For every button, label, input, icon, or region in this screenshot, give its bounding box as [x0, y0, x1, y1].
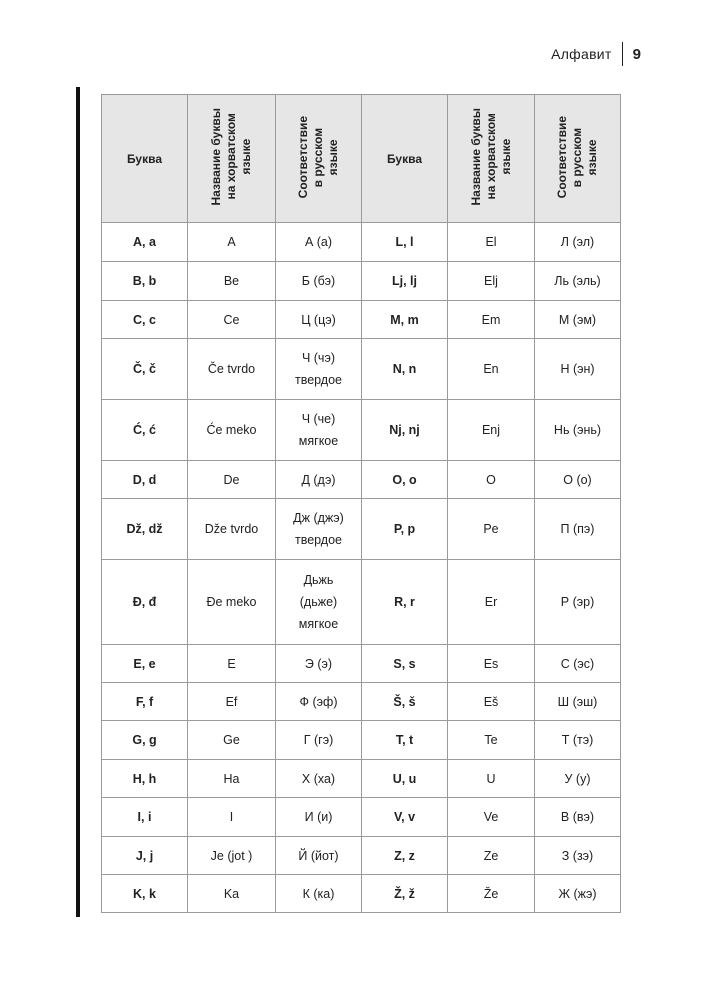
letter-cell: V, v: [362, 798, 448, 837]
letter-cell: T, t: [362, 721, 448, 760]
letter-cell: J, j: [102, 837, 188, 875]
russian-equivalent-cell: Л (эл): [535, 223, 621, 262]
table-row: [102, 499, 621, 560]
alphabet-table: [101, 94, 621, 913]
croatian-name-cell: Je (jot ): [188, 837, 276, 875]
table-row: [102, 798, 621, 837]
letter-cell: Ž, ž: [362, 875, 448, 913]
table-row: [102, 645, 621, 683]
croatian-name-cell: Ze: [448, 837, 535, 875]
letter-cell: B, b: [102, 262, 188, 301]
croatian-name-cell: El: [448, 223, 535, 262]
croatian-name-cell: Pe: [448, 499, 535, 560]
letter-cell: Lj, lj: [362, 262, 448, 301]
croatian-name-cell: Đe meko: [188, 560, 276, 645]
table-body: [102, 223, 621, 913]
russian-equivalent-cell: К (ка): [276, 875, 362, 913]
header-russian-equivalent: Соответствие в русском языке: [276, 95, 362, 223]
croatian-name-cell: Te: [448, 721, 535, 760]
table-row: [102, 301, 621, 339]
letter-cell: H, h: [102, 760, 188, 798]
letter-cell: Č, č: [102, 339, 188, 400]
letter-cell: Z, z: [362, 837, 448, 875]
croatian-name-cell: A: [188, 223, 276, 262]
croatian-name-cell: Ka: [188, 875, 276, 913]
russian-equivalent-cell: О (о): [535, 461, 621, 499]
croatian-name-cell: O: [448, 461, 535, 499]
letter-cell: R, r: [362, 560, 448, 645]
letter-cell: N, n: [362, 339, 448, 400]
letter-cell: A, a: [102, 223, 188, 262]
croatian-name-cell: Be: [188, 262, 276, 301]
russian-equivalent-cell: Т (тэ): [535, 721, 621, 760]
russian-equivalent-cell: И (и): [276, 798, 362, 837]
croatian-name-cell: De: [188, 461, 276, 499]
letter-cell: E, e: [102, 645, 188, 683]
russian-equivalent-cell: Ч (чэ) твердое: [276, 339, 362, 400]
croatian-name-cell: I: [188, 798, 276, 837]
russian-equivalent-cell: Н (эн): [535, 339, 621, 400]
croatian-name-cell: Elj: [448, 262, 535, 301]
croatian-name-cell: Ef: [188, 683, 276, 721]
russian-equivalent-cell: В (вэ): [535, 798, 621, 837]
header-letter: Буква: [102, 95, 188, 223]
margin-bar: [76, 87, 80, 917]
letter-cell: F, f: [102, 683, 188, 721]
header-croatian-name-2: Название буквы на хорватском языке: [448, 95, 535, 223]
russian-equivalent-cell: Дьжь (дьже) мягкое: [276, 560, 362, 645]
croatian-name-cell: Enj: [448, 400, 535, 461]
russian-equivalent-cell: П (пэ): [535, 499, 621, 560]
russian-equivalent-cell: Ф (эф): [276, 683, 362, 721]
table-row: [102, 875, 621, 913]
letter-cell: C, c: [102, 301, 188, 339]
letter-cell: O, o: [362, 461, 448, 499]
table-row: [102, 223, 621, 262]
croatian-name-cell: Dže tvrdo: [188, 499, 276, 560]
letter-cell: K, k: [102, 875, 188, 913]
croatian-name-cell: Će meko: [188, 400, 276, 461]
croatian-name-cell: En: [448, 339, 535, 400]
croatian-name-cell: E: [188, 645, 276, 683]
croatian-name-cell: Eš: [448, 683, 535, 721]
russian-equivalent-cell: Дж (джэ) твердое: [276, 499, 362, 560]
russian-equivalent-cell: Нь (энь): [535, 400, 621, 461]
table-row: [102, 721, 621, 760]
croatian-name-cell: U: [448, 760, 535, 798]
letter-cell: L, l: [362, 223, 448, 262]
russian-equivalent-cell: Й (йот): [276, 837, 362, 875]
table-header-row: [102, 95, 621, 223]
letter-cell: I, i: [102, 798, 188, 837]
russian-equivalent-cell: Ч (че) мягкое: [276, 400, 362, 461]
russian-equivalent-cell: Ц (цэ): [276, 301, 362, 339]
russian-equivalent-cell: Д (дэ): [276, 461, 362, 499]
letter-cell: Đ, đ: [102, 560, 188, 645]
header-letter-2: Буква: [362, 95, 448, 223]
russian-equivalent-cell: Р (эр): [535, 560, 621, 645]
table-row: [102, 760, 621, 798]
letter-cell: Dž, dž: [102, 499, 188, 560]
croatian-name-cell: Če tvrdo: [188, 339, 276, 400]
russian-equivalent-cell: У (у): [535, 760, 621, 798]
table-row: [102, 400, 621, 461]
croatian-name-cell: Ve: [448, 798, 535, 837]
croatian-name-cell: Ce: [188, 301, 276, 339]
russian-equivalent-cell: Х (ха): [276, 760, 362, 798]
header-croatian-name: Название буквы на хорватском языке: [188, 95, 276, 223]
croatian-name-cell: Ge: [188, 721, 276, 760]
letter-cell: Š, š: [362, 683, 448, 721]
table-row: [102, 262, 621, 301]
header-divider: [622, 42, 623, 66]
letter-cell: Ć, ć: [102, 400, 188, 461]
section-title: Алфавит: [551, 46, 612, 62]
russian-equivalent-cell: Г (гэ): [276, 721, 362, 760]
table-row: [102, 339, 621, 400]
table-row: [102, 560, 621, 645]
croatian-name-cell: Er: [448, 560, 535, 645]
croatian-name-cell: Že: [448, 875, 535, 913]
croatian-name-cell: Es: [448, 645, 535, 683]
letter-cell: S, s: [362, 645, 448, 683]
croatian-name-cell: Em: [448, 301, 535, 339]
russian-equivalent-cell: Б (бэ): [276, 262, 362, 301]
letter-cell: P, p: [362, 499, 448, 560]
page-number: 9: [632, 45, 641, 63]
table-row: [102, 461, 621, 499]
header-russian-equivalent-2: Соответствие в русском языке: [535, 95, 621, 223]
russian-equivalent-cell: З (зэ): [535, 837, 621, 875]
russian-equivalent-cell: М (эм): [535, 301, 621, 339]
letter-cell: G, g: [102, 721, 188, 760]
table-row: [102, 683, 621, 721]
running-head: [551, 42, 641, 66]
letter-cell: M, m: [362, 301, 448, 339]
russian-equivalent-cell: А (а): [276, 223, 362, 262]
russian-equivalent-cell: С (эс): [535, 645, 621, 683]
table-row: [102, 837, 621, 875]
letter-cell: D, d: [102, 461, 188, 499]
croatian-name-cell: Ha: [188, 760, 276, 798]
russian-equivalent-cell: Э (э): [276, 645, 362, 683]
russian-equivalent-cell: Ль (эль): [535, 262, 621, 301]
letter-cell: U, u: [362, 760, 448, 798]
russian-equivalent-cell: Ш (эш): [535, 683, 621, 721]
russian-equivalent-cell: Ж (жэ): [535, 875, 621, 913]
letter-cell: Nj, nj: [362, 400, 448, 461]
